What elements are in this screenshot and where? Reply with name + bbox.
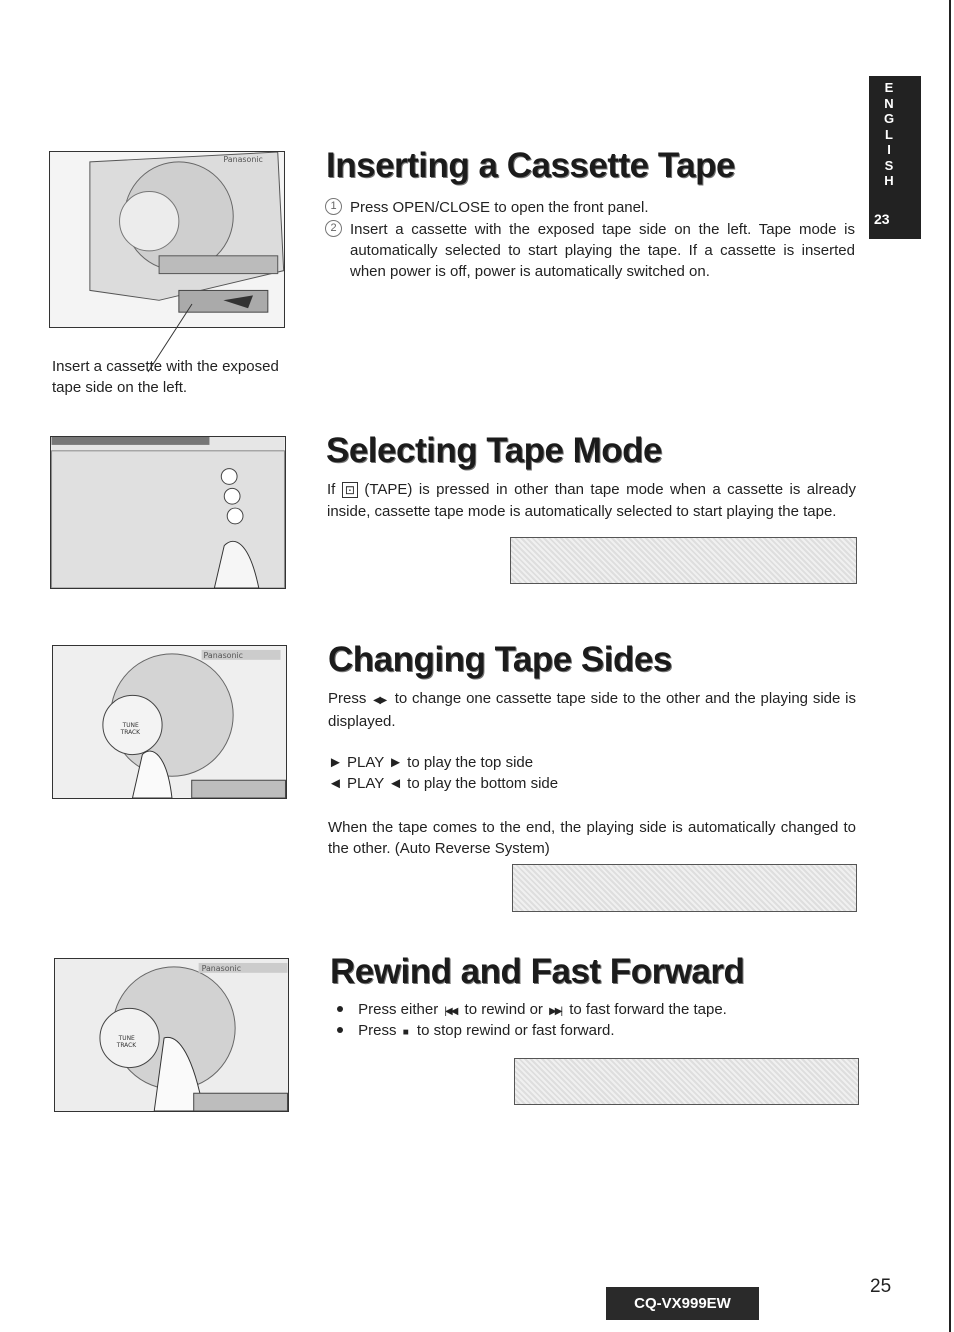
tape-mode-illustration: [50, 436, 286, 589]
rewind-illustration: [54, 958, 289, 1112]
language-tab: [869, 76, 921, 239]
stop-icon: ■: [402, 1027, 409, 1038]
rewind-title: Rewind and Fast Forward: [330, 952, 745, 991]
bullet2-after: to stop rewind or fast forward.: [416, 1022, 615, 1039]
rewind-bullet-2: [337, 1020, 615, 1043]
bullet-dot: [337, 1006, 343, 1012]
rewind-icon: |◀◀: [444, 1006, 457, 1017]
tape-button-icon: ⊡: [342, 482, 358, 498]
language-tab-letters: E N G L I S H: [883, 80, 895, 188]
select-text-after: (TAPE) is pressed in other than tape mode when a cassette is already inside, cassette tape mode is automatically selected to start playing the tape.: [327, 481, 856, 520]
bullet1-before: Press either: [358, 1001, 439, 1018]
change-text: [328, 688, 856, 732]
select-text-before: If: [327, 481, 336, 498]
bullet-dot: [337, 1027, 343, 1033]
change-text-after: to change one cassette tape side to the other and the playing side is displayed.: [328, 690, 857, 730]
step-1-number: 1: [325, 198, 342, 215]
insert-caption: Insert a cassette with the exposed tape side on the left.: [52, 358, 279, 396]
step-2-number: 2: [325, 220, 342, 237]
illus-track-label-1: TRACK: [120, 729, 141, 736]
right-edge-rule: [949, 0, 951, 1332]
illus-tune-label-1: TUNE: [122, 722, 139, 729]
illus-brand-3: Panasonic: [201, 963, 242, 973]
fast-forward-icon: ▶▶|: [549, 1006, 562, 1017]
bullet1-after: to fast forward the tape.: [569, 1001, 727, 1018]
language-tab-page: 23: [874, 211, 890, 227]
bullet1-mid: to rewind or: [464, 1001, 543, 1018]
step-1-text: Press OPEN/CLOSE to open the front panel.: [350, 199, 649, 216]
step-2-text: Insert a cassette with the exposed tape side on the left. Tape mode is automatically selected to start playing the tape. If a cassette is inserted when power is off, power is automatically switched on.: [350, 221, 855, 280]
change-title: Changing Tape Sides: [328, 640, 672, 679]
illus-tune-label-2: TUNE: [118, 1035, 135, 1042]
select-title: Selecting Tape Mode: [326, 431, 663, 470]
rewind-display-box: [514, 1058, 859, 1105]
tape-mode-drawing: [51, 437, 285, 588]
tape-sides-illustration: [52, 645, 287, 799]
illus-brand-2: Panasonic: [203, 650, 244, 660]
auto-reverse-text: When the tape comes to the end, the playing side is automatically changed to the other. (Auto Reverse System): [328, 819, 856, 857]
tape-sides-display-box: [512, 864, 857, 912]
illus-track-label-2: TRACK: [116, 1042, 137, 1049]
change-text-before: Press: [328, 690, 367, 707]
tape-mode-display-box: [510, 537, 857, 584]
bullet2-before: Press: [358, 1022, 397, 1039]
play-bottom-side: ◄ PLAY ◄ to play the bottom side: [328, 775, 559, 792]
model-label: CQ-VX999EW: [606, 1287, 759, 1320]
side-change-button-icon: ◀▶: [373, 695, 386, 706]
insert-title: Inserting a Cassette Tape: [326, 146, 735, 185]
rewind-drawing: [55, 959, 288, 1111]
illus-brand-1: Panasonic: [223, 154, 263, 164]
tape-sides-drawing: [53, 646, 286, 798]
page-number: 25: [870, 1276, 892, 1297]
rewind-bullet-1: [337, 999, 727, 1022]
select-text: [327, 479, 856, 522]
play-top-side: ► PLAY ► to play the top side: [328, 754, 534, 771]
